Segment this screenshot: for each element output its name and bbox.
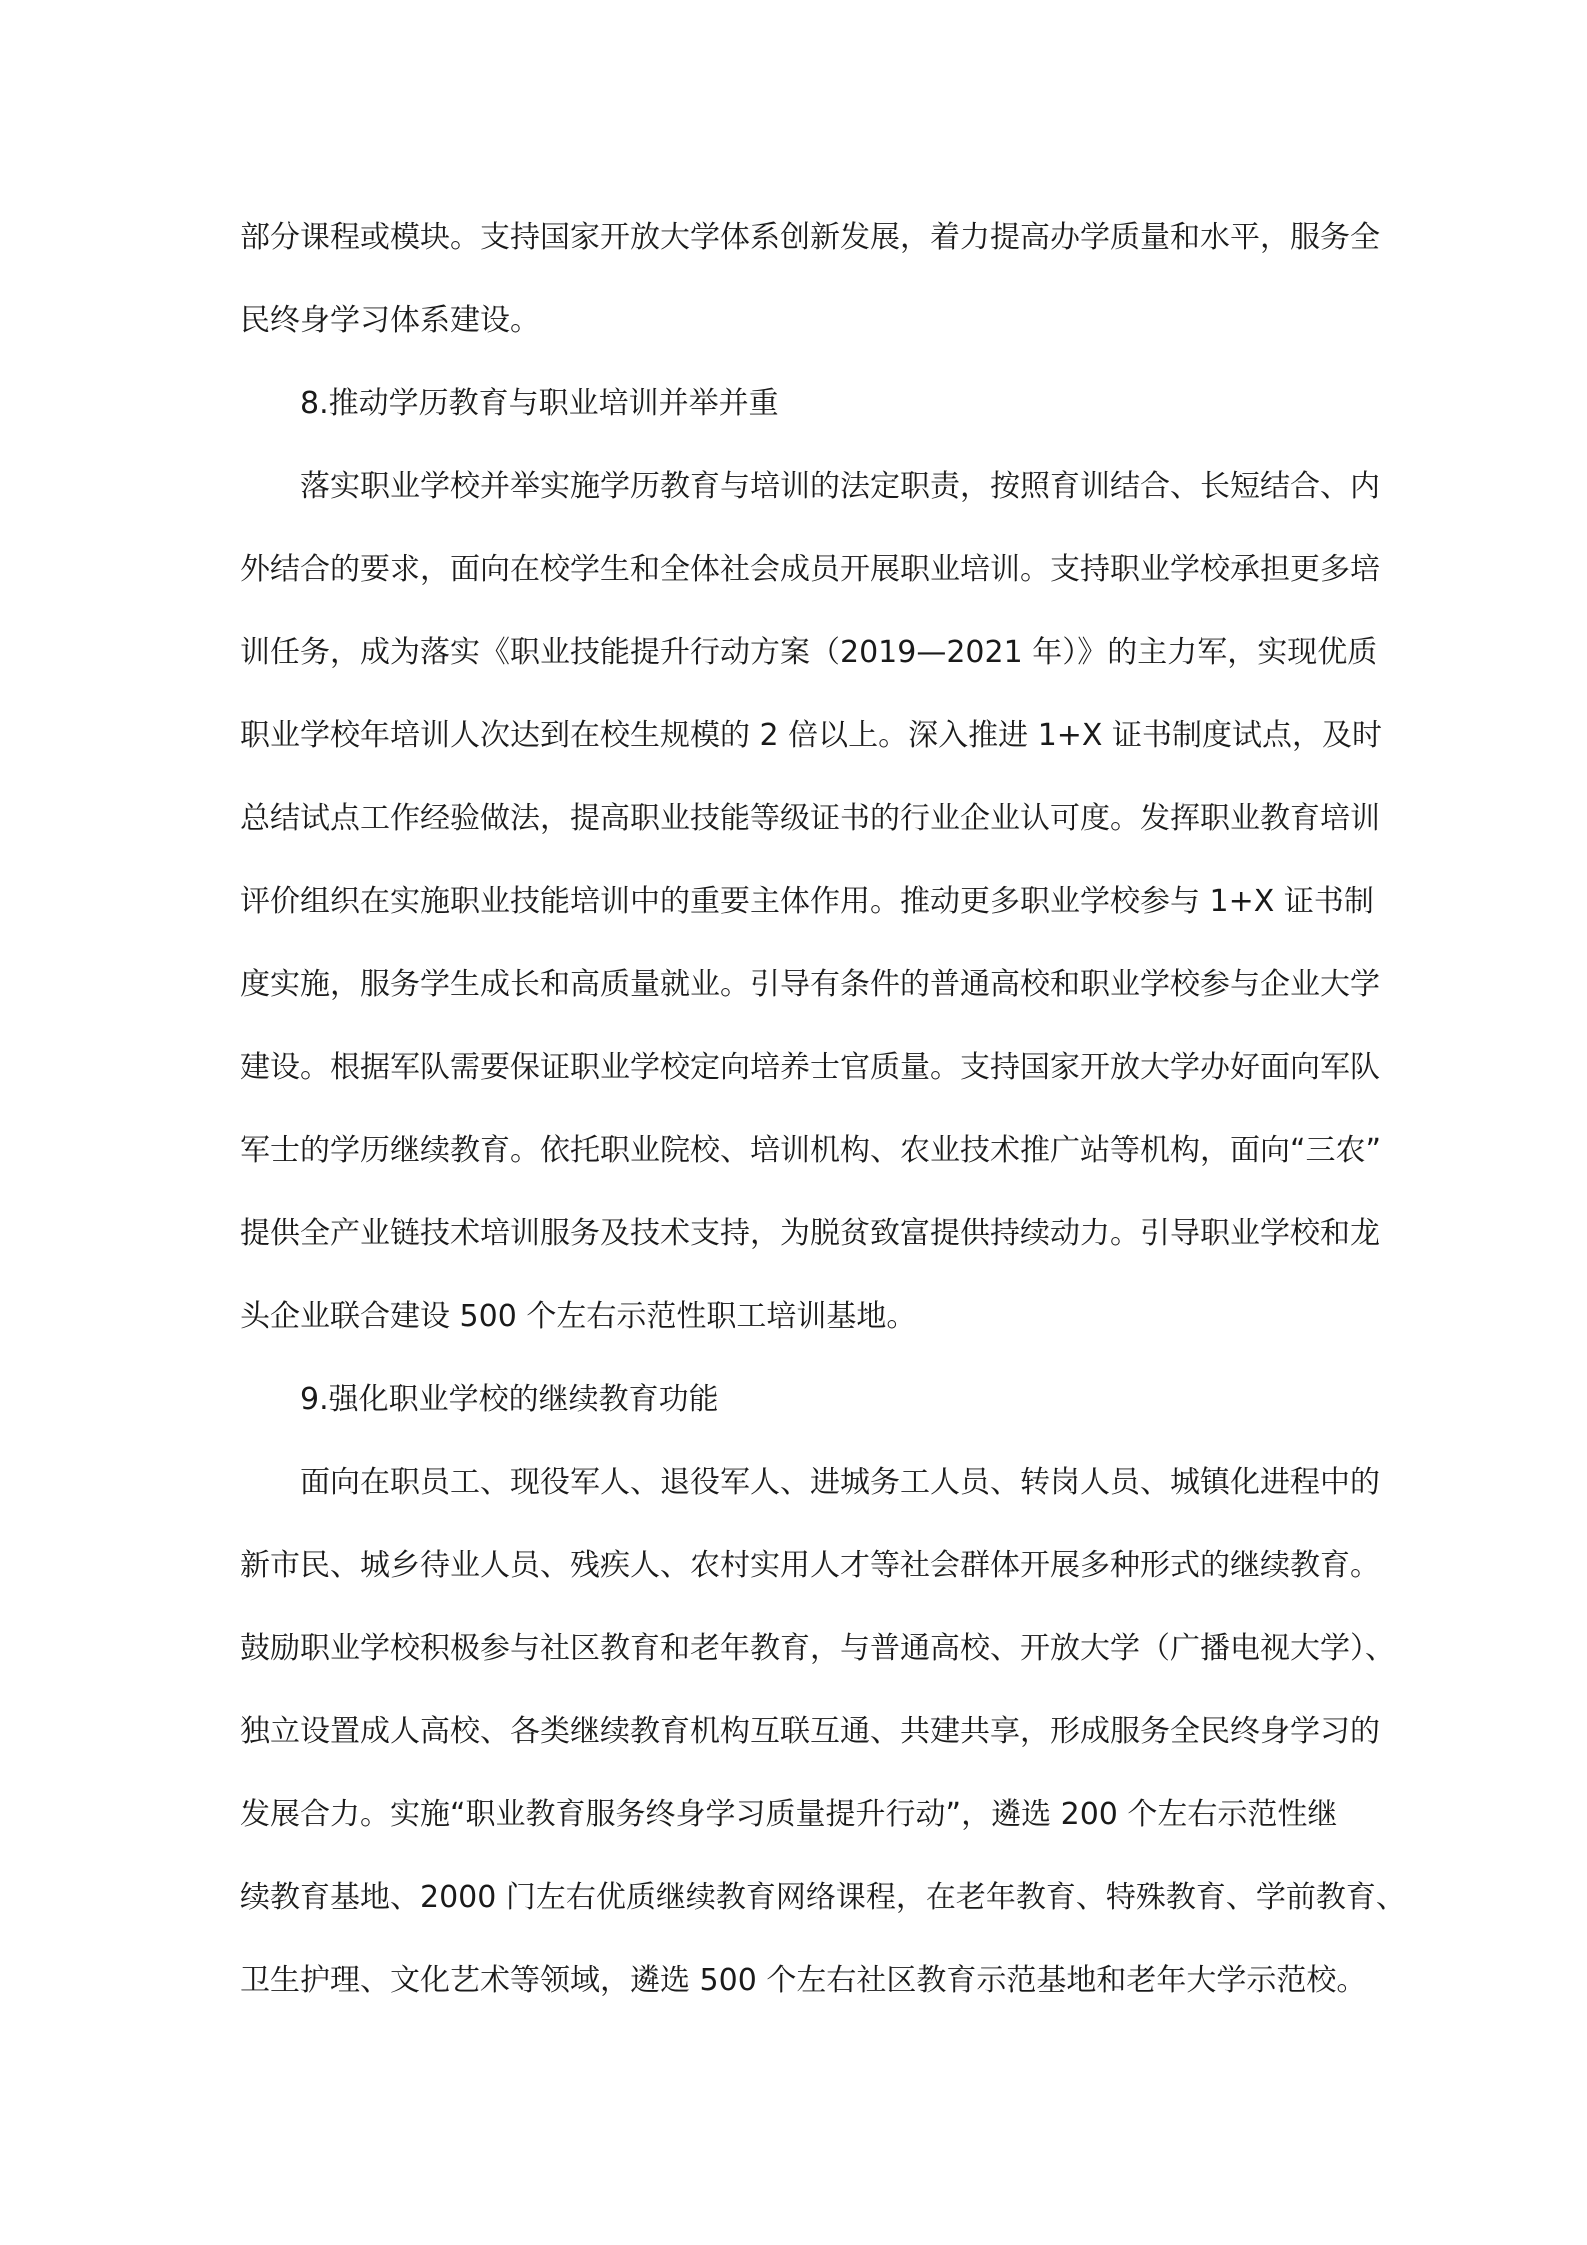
- paragraph-line: 独立设置成人高校、各类继续教育机构互联互通、共建共享，形成服务全民终身学习的: [240, 1714, 1380, 1749]
- paragraph-line: 面向在职员工、现役军人、退役军人、进城务工人员、转岗人员、城镇化进程中的: [300, 1465, 1380, 1500]
- paragraph-line: 头企业联合建设 500 个左右示范性职工培训基地。: [240, 1299, 917, 1334]
- paragraph-line: 部分课程或模块。支持国家开放大学体系创新发展，着力提高办学质量和水平，服务全: [240, 220, 1380, 255]
- paragraph-line: 评价组织在实施职业技能培训中的重要主体作用。推动更多职业学校参与 1+X 证书制: [240, 884, 1374, 919]
- paragraph-line: 民终身学习体系建设。: [240, 303, 540, 338]
- section-heading-8: 8.推动学历教育与职业培训并举并重: [300, 386, 779, 421]
- paragraph-line: 卫生护理、文化艺术等领域，遴选 500 个左右社区教育示范基地和老年大学示范校。: [240, 1963, 1367, 1998]
- paragraph-line: 发展合力。实施“职业教育服务终身学习质量提升行动”，遴选 200 个左右示范性继: [240, 1797, 1338, 1832]
- paragraph-line: 落实职业学校并举实施学历教育与培训的法定职责，按照育训结合、长短结合、内: [300, 469, 1380, 504]
- paragraph-line: 度实施，服务学生成长和高质量就业。引导有条件的普通高校和职业学校参与企业大学: [240, 967, 1380, 1002]
- paragraph-line: 职业学校年培训人次达到在校生规模的 2 倍以上。深入推进 1+X 证书制度试点，及时: [240, 718, 1383, 753]
- paragraph-line: 提供全产业链技术培训服务及技术支持，为脱贫致富提供持续动力。引导职业学校和龙: [240, 1216, 1380, 1251]
- paragraph-line: 训任务，成为落实《职业技能提升行动方案（2019—2021 年）》的主力军，实现优质: [240, 635, 1378, 670]
- paragraph-line: 续教育基地、2000 门左右优质继续教育网络课程，在老年教育、特殊教育、学前教育、: [240, 1880, 1406, 1915]
- paragraph-line: 建设。根据军队需要保证职业学校定向培养士官质量。支持国家开放大学办好面向军队: [240, 1050, 1380, 1085]
- section-heading-9: 9.强化职业学校的继续教育功能: [300, 1382, 719, 1417]
- paragraph-line: 新市民、城乡待业人员、残疾人、农村实用人才等社会群体开展多种形式的继续教育。: [240, 1548, 1380, 1583]
- paragraph-line: 外结合的要求，面向在校学生和全体社会成员开展职业培训。支持职业学校承担更多培: [240, 552, 1380, 587]
- paragraph-line: 鼓励职业学校积极参与社区教育和老年教育，与普通高校、开放大学（广播电视大学）、: [240, 1631, 1395, 1666]
- paragraph-line: 总结试点工作经验做法，提高职业技能等级证书的行业企业认可度。发挥职业教育培训: [240, 801, 1380, 836]
- paragraph-line: 军士的学历继续教育。依托职业院校、培训机构、农业技术推广站等机构，面向“三农”: [240, 1133, 1382, 1168]
